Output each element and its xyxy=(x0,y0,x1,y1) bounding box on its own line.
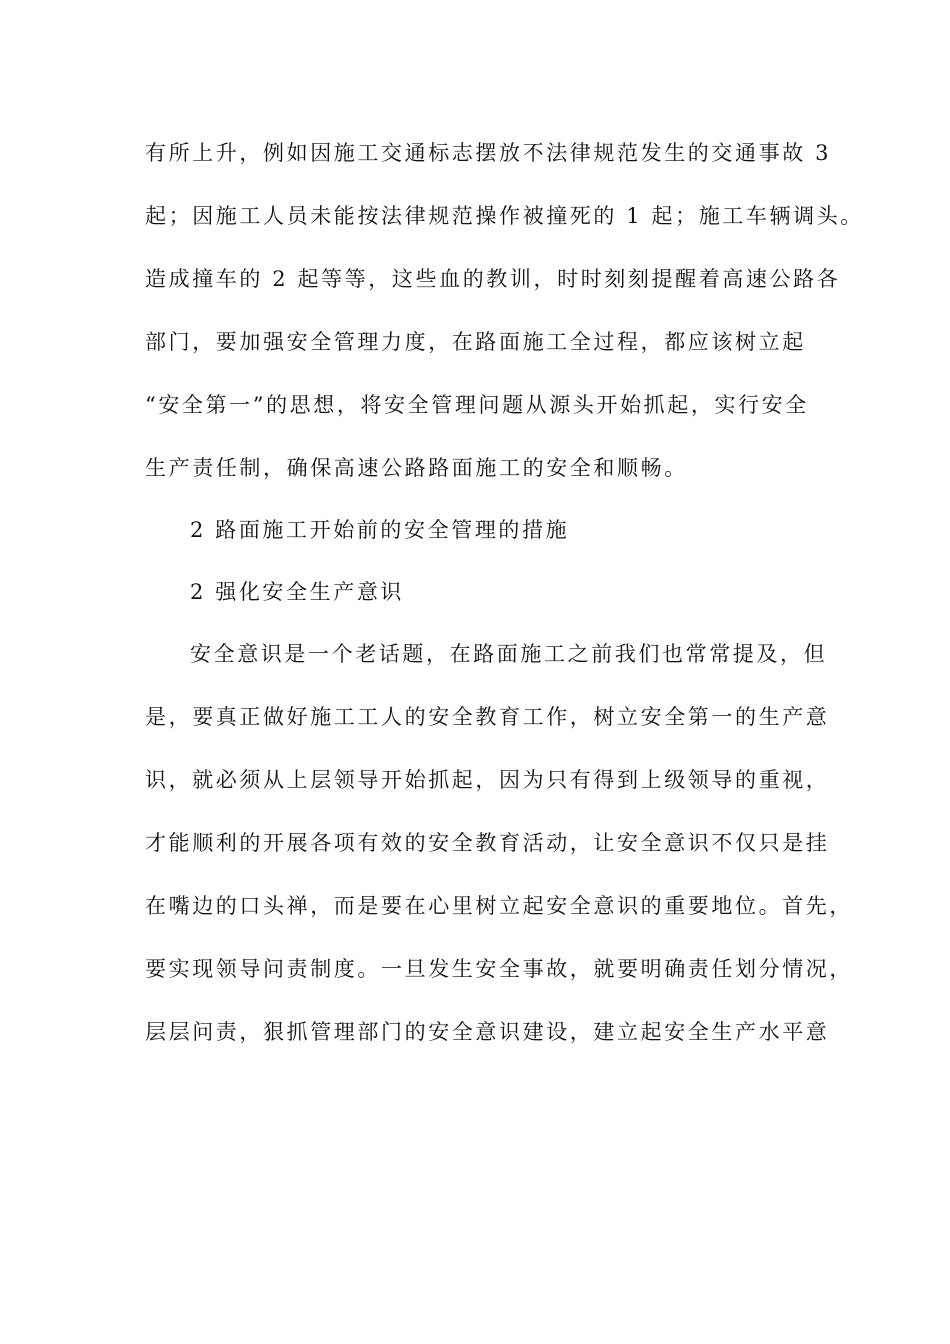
paragraph-line: 识，就必须从上层领导开始抓起，因为只有得到上级领导的重视， xyxy=(145,768,830,792)
paragraph-line: “安全第一”的思想，将安全管理问题从源头开始抓起，实行安全 xyxy=(145,393,809,417)
section-heading: 2 路面施工开始前的安全管理的措施 xyxy=(190,518,570,542)
subsection-heading: 2 强化安全生产意识 xyxy=(190,580,405,604)
paragraph-line: 起；因施工人员未能按法律规范操作被撞死的 1 起；施工车辆调头。 xyxy=(145,204,864,228)
paragraph-line: 层层问责，狠抓管理部门的安全意识建设，建立起安全生产水平意 xyxy=(145,1020,830,1044)
paragraph-line: 造成撞车的 2 起等等，这些血的教训，时时刻刻提醒着高速公路各 xyxy=(145,267,841,291)
paragraph-line: 是，要真正做好施工工人的安全教育工作，树立安全第一的生产意 xyxy=(145,705,830,729)
paragraph-line: 安全意识是一个老话题，在路面施工之前我们也常常提及，但 xyxy=(190,642,828,666)
paragraph-line: 生产责任制，确保高速公路路面施工的安全和顺畅。 xyxy=(145,456,688,480)
paragraph-line: 要实现领导问责制度。一旦发生安全事故，就要明确责任划分情况， xyxy=(145,957,853,981)
paragraph-line: 在嘴边的口头禅，而是要在心里树立起安全意识的重要地位。首先， xyxy=(145,894,853,918)
paragraph-line: 有所上升，例如因施工交通标志摆放不法律规范发生的交通事故 3 xyxy=(145,141,832,165)
paragraph-line: 部门，要加强安全管理力度，在路面施工全过程，都应该树立起 xyxy=(145,330,806,354)
paragraph-line: 才能顺利的开展各项有效的安全教育活动，让安全意识不仅只是挂 xyxy=(145,831,830,855)
